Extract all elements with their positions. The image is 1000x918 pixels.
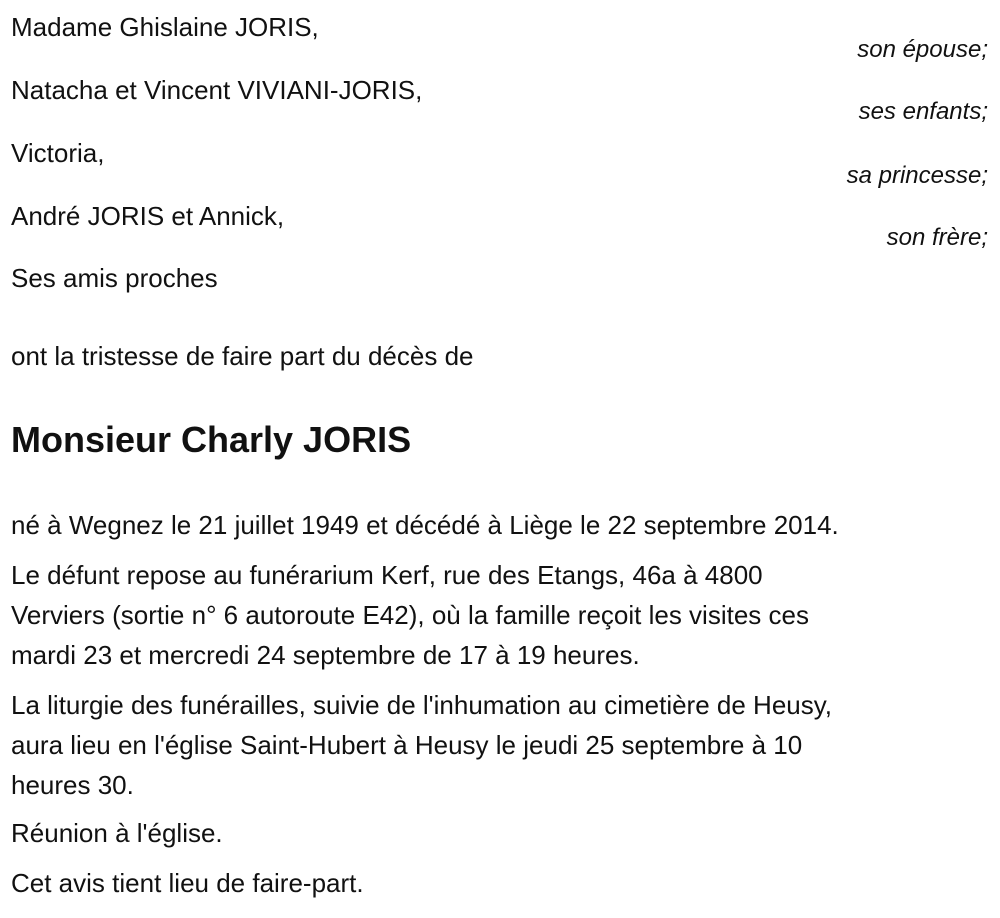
deceased-name: Monsieur Charly JORIS (11, 419, 412, 460)
family-name: Madame Ghislaine JORIS, (11, 12, 319, 42)
family-name: Ses amis proches (11, 263, 218, 293)
paragraph-line: La liturgie des funérailles, suivie de l'inhumation au cimetière de Heusy, (11, 690, 833, 720)
family-relation: ses enfants; (858, 98, 988, 125)
paragraph-line: Cet avis tient lieu de faire-part. (11, 868, 364, 898)
family-name: Natacha et Vincent VIVIANI-JORIS, (11, 75, 423, 105)
family-relation: son frère; (886, 224, 988, 251)
intro-text: ont la tristesse de faire part du décès de (11, 341, 474, 371)
paragraph-line: Réunion à l'église. (11, 818, 223, 848)
family-relation: son épouse; (857, 36, 988, 63)
paragraph-line: Verviers (sortie n° 6 autoroute E42), où la famille reçoit les visites ces (11, 600, 809, 630)
family-name: Victoria, (11, 138, 105, 168)
family-name: André JORIS et Annick, (11, 201, 285, 231)
paragraph-line: né à Wegnez le 21 juillet 1949 et décédé à Liège le 22 septembre 2014. (11, 510, 839, 540)
paragraph-line: aura lieu en l'église Saint-Hubert à Heusy le jeudi 25 septembre à 10 (11, 730, 803, 760)
paragraph-line: mardi 23 et mercredi 24 septembre de 17 à 19 heures. (11, 640, 640, 670)
paragraph-line: heures 30. (11, 770, 134, 800)
paragraph-line: Le défunt repose au funérarium Kerf, rue des Etangs, 46a à 4800 (11, 560, 763, 590)
family-relation: sa princesse; (846, 162, 988, 189)
